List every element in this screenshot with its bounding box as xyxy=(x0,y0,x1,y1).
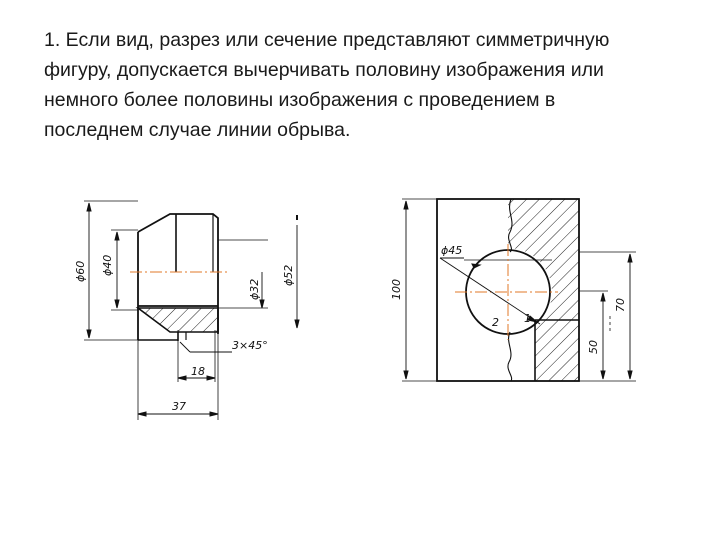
dim-hole-45: ϕ45 xyxy=(441,244,463,257)
text-line-4: последнем случае линии обрыва. xyxy=(44,119,351,141)
left-drawing xyxy=(84,201,299,420)
text-line-3: немного более половины изображения с проведением в xyxy=(44,89,556,111)
text-line-2: фигуру, допускается вычерчивать половину изображения или xyxy=(44,59,604,81)
right-drawing xyxy=(402,199,636,381)
dim-height-50: 50 xyxy=(587,340,600,354)
dim-length-18: 18 xyxy=(191,365,205,378)
dim-diameter-60: ϕ60 xyxy=(74,260,87,282)
dim-chamfer: 3×45° xyxy=(232,339,268,352)
text-line-1: 1. Если вид, разрез или сечение представляют симметричную xyxy=(44,29,610,51)
label-2: 2 xyxy=(492,316,499,329)
dim-diameter-40: ϕ40 xyxy=(101,254,114,276)
dim-height-70: 70 xyxy=(614,298,627,312)
dim-diameter-32: ϕ32 xyxy=(248,278,261,300)
dim-length-37: 37 xyxy=(172,400,186,413)
dim-height-100: 100 xyxy=(390,279,403,300)
dim-diameter-52: ϕ52 xyxy=(282,264,295,286)
label-1: 1 xyxy=(524,312,531,325)
